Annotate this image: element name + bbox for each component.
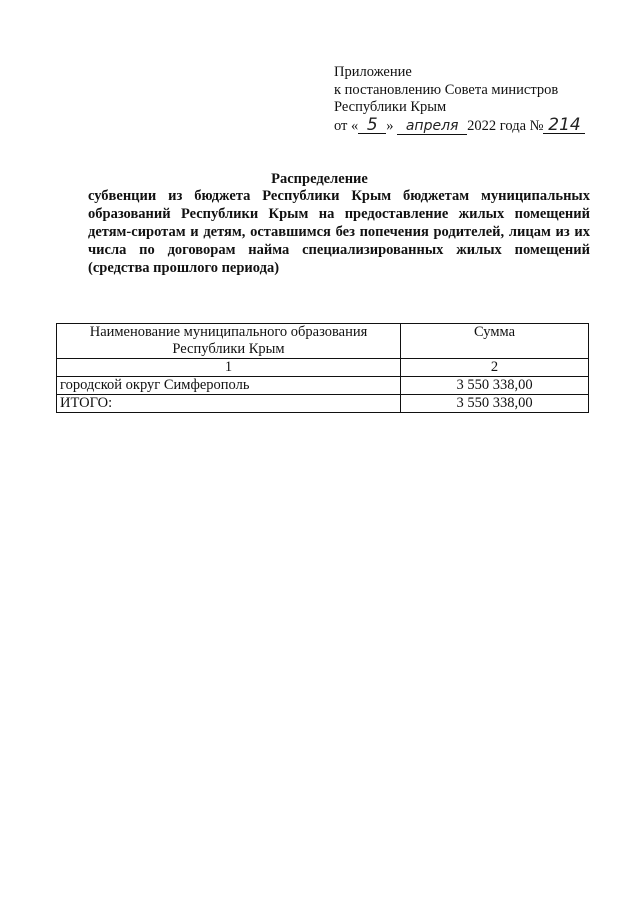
total-label: ИТОГО: [57,395,401,413]
distribution-table [56,323,589,413]
row-amount: 3 550 338,00 [401,377,589,395]
year-text: 2022 года № [467,117,544,134]
appendix-date-line [334,114,585,136]
table-row [57,377,589,395]
header-municipality: Наименование муниципального образования Республики Крым [57,324,401,359]
appendix-label: Приложение [334,64,412,80]
table-total-row [57,395,589,413]
handwritten-month: апреля [397,118,467,135]
document-subtitle: субвенции из бюджета Республики Крым бюджетам муниципальных образований Республики Крым на предоставление жилых помещений детям-сиротам и детям, оставшимся без попечения родителей, лицам из их числа по договорам найма специализированных жилых помещений (средства прошлого периода) [88,188,590,276]
table-column-numbers-row [57,359,589,377]
appendix-resolution-line: к постановлению Совета министров [334,81,559,98]
appendix-republic-line: Республики Крым [334,99,447,115]
total-amount: 3 550 338,00 [401,395,589,413]
appendix-block [334,64,585,135]
row-municipality: городской округ Симферополь [57,377,401,395]
header-amount: Сумма [401,324,589,359]
date-quote-close: » [386,117,394,134]
column-number-2: 2 [401,359,589,377]
handwritten-day: 5 [358,117,386,134]
handwritten-number: 214 [543,117,585,134]
column-number-1: 1 [57,359,401,377]
table-header-row [57,324,589,359]
date-prefix: от « [334,117,359,134]
document-title: Распределение [271,171,368,187]
